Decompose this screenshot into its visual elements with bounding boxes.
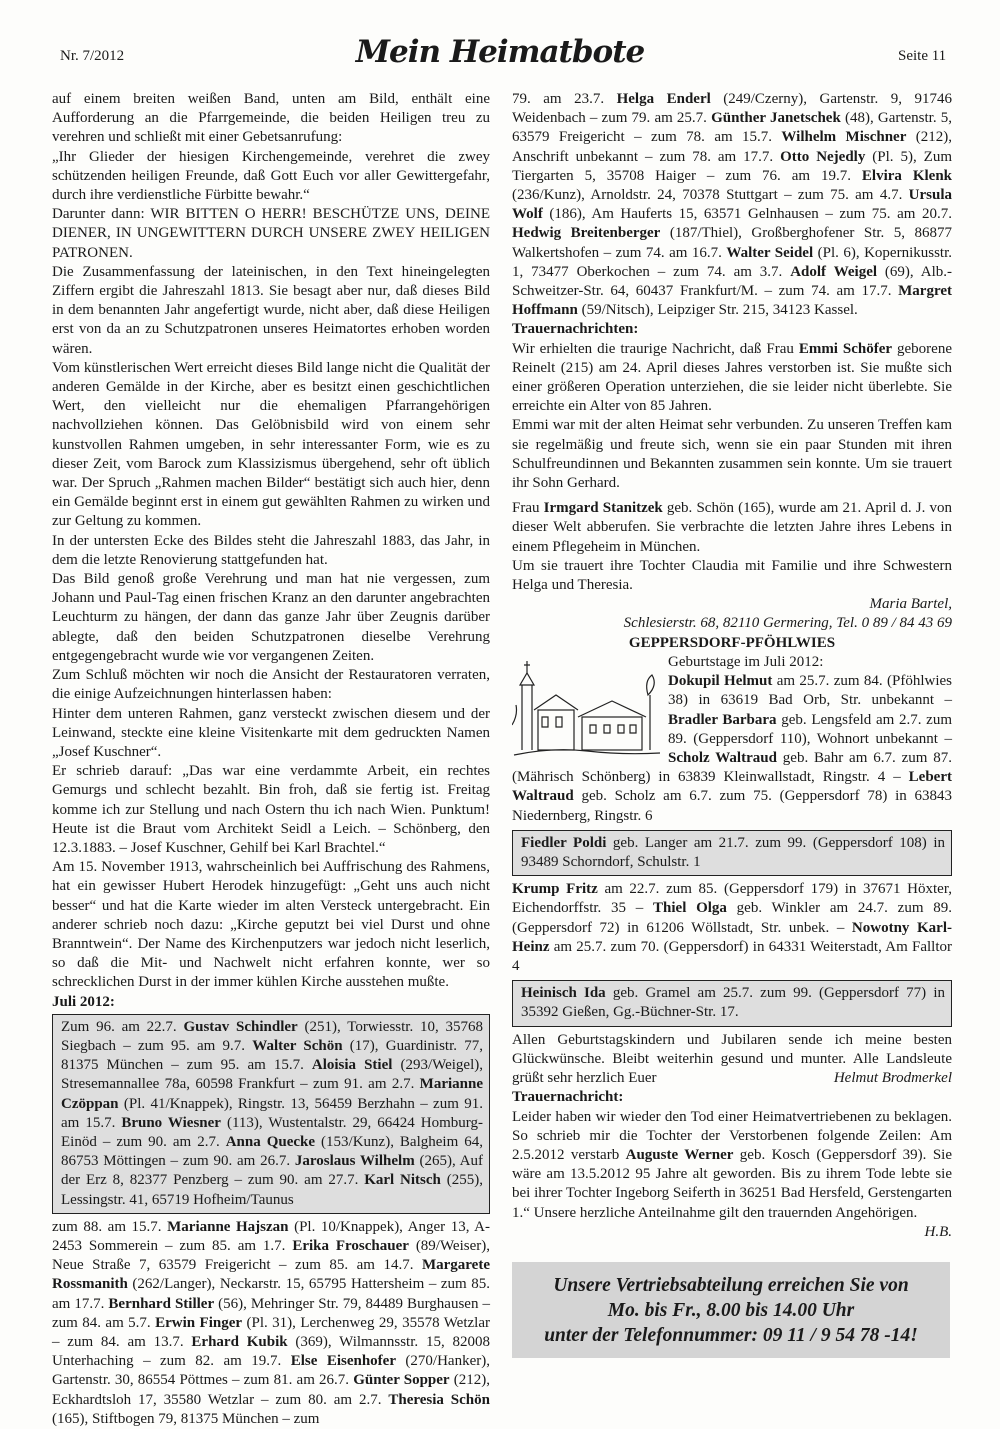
person-name: Otto Nejedly bbox=[780, 148, 866, 165]
birthday-list-continued: 79. am 23.7. Helga Enderl (249/Czerny), Gartenstr. 9, 91746 Weidenbach – zum 79. am 25.7. Günther Janetschek (48), Gartenstr. 5, 63579 Freigericht – zum 78. am 15.7. Wilhelm Mischner (212), Anschrift unbekannt – zum 78. am 17.7. Otto Nejedly (Pl. 5), Zum Tiergarten 5, 35708 Haiger – zum 76. am 19.7. Elvira Klenk (236/Kunz), Arnoldstr. 24, 70378 Stuttgart – zum 75. am 4.7. Ursula Wolf (186), Am Hauferts 15, 63571 Gelnhausen – zum 75. am 20.7. Hedwig Breitenberger (187/Thiel), Großberghofener Str. 5, 86877 Walkertshofen – zum 74. am 16.7. Walter Seidel (Pl. 6), Kopernikusstr. 1, 73477 Oberkochen – zum 74. am 3.7. Adolf Weigel (69), Alb.-Schweitzer-Str. 64, 60437 Frankfurt/M. – zum 74. am 17.7. Margret Hoffmann (59/Nitsch), Leipziger Str. 215, 34123 Kassel. bbox=[512, 91, 952, 319]
person-name: Jaroslaus Wilhelm bbox=[294, 1153, 415, 1170]
person-name: Günther Janetschek bbox=[711, 110, 841, 127]
sales-department-ad bbox=[512, 1262, 950, 1358]
article-paragraph: Zum Schluß möchten wir noch die Ansicht der Restauratoren verraten, die einige Aufzeichnungen hinterlassen haben: bbox=[52, 667, 490, 703]
person-name: Hedwig Breitenberger bbox=[512, 225, 661, 242]
person-name: Helga Enderl bbox=[616, 91, 711, 107]
birthday-box bbox=[512, 830, 952, 876]
person-name: Marianne Hajszan bbox=[167, 1218, 289, 1235]
person-name: Erwin Finger bbox=[155, 1314, 243, 1331]
right-column bbox=[512, 90, 952, 1242]
person-name: Auguste Werner bbox=[625, 1146, 734, 1163]
obituary-paragraph: Frau Irmgard Stanitzek geb. Schön (165), wurde am 21. April d. J. von dieser Welt abberufen. Sie verbrachte die letzten Jahre ihres Lebens in einem Pflegeheim in München. bbox=[512, 500, 952, 555]
person-name: Krump Fritz bbox=[512, 881, 598, 898]
obituary-paragraph: Emmi war mit der alten Heimat sehr verbunden. Zu unseren Treffen kam sie regelmäßig und freute sich, wenn sie ein paar Stunden mit ihren Schulfreundinnen und Bekannten zusammen sein konnte. Um sie trauert ihr Sohn Gerhard. bbox=[512, 417, 952, 492]
person-name: Else Eisenhofer bbox=[290, 1353, 396, 1370]
person-name: Elvira Klenk bbox=[861, 167, 952, 184]
person-name: Aloisia Stiel bbox=[311, 1057, 393, 1074]
obituary-heading: Trauernachricht: bbox=[512, 1089, 624, 1106]
birthday-entry: Fiedler Poldi geb. Langer am 21.7. zum 99. (Geppersdorf 108) in 93489 Schorndorf, Schulstr. 1 bbox=[521, 834, 945, 870]
obituary-signature: H.B. bbox=[924, 1223, 952, 1240]
person-name: Erhard Kubik bbox=[191, 1334, 288, 1350]
person-name: Irmgard Stanitzek bbox=[543, 500, 663, 517]
article-paragraph: Die Zusammenfassung der lateinischen, in den Text hineingelegten Ziffern ergibt die Jahreszahl 1813. Sie besagt aber nur, daß dieses Bild in dem benannten Jahr angefertigt wurde, nicht aber, daß diese Heiligen erst von da an zu Schutzpatronen unseres Heimatortes erhoben worden wären. bbox=[52, 263, 490, 357]
left-column bbox=[52, 90, 490, 1429]
birthday-list-continued: zum 88. am 15.7. Marianne Hajszan (Pl. 10/Knappek), Anger 13, A-2453 Sommerein – zum 85. am 1.7. Erika Froschauer (89/Weiser), Neue Straße 7, 63579 Freigericht – zum 85. am 14.7. Margarete Rossmanith (262/Langer), Neckarstr. 15, 65795 Hattersheim – zum 85. am 17.7. Bernhard Stiller (56), Mehringer Str. 79, 84489 Burghausen – zum 84. am 5.7. Erwin Finger (Pl. 31), Lerchenweg 29, 35578 Wetzlar – zum 84. am 13.7. Erhard Kubik (369), Wilmannsstr. 15, 82008 Unterhaching – zum 82. am 19.7. Else Eisenhofer (270/Hanker), Gartenstr. 30, 86554 Pöttmes – zum 81. am 26.7. Günter Sopper (212), Eckhardtsloh 17, 35580 Wetzlar – zum 80. am 2.7. Theresia Schön (165), Stiftbogen 79, 81375 München – zum bbox=[52, 1218, 491, 1427]
article-paragraph: Darunter dann: WIR BITTEN O HERR! BESCHÜTZE UNS, DEINE DIENER, IN UNGEWITTERN DURCH UNSERE ZWEY HEILIGEN PATRONEN. bbox=[52, 206, 490, 261]
section-title: GEPPERSDORF-PFÖHLWIES bbox=[628, 634, 836, 651]
signature-name: Maria Bartel, bbox=[869, 596, 952, 613]
person-name: Bradler Barbara bbox=[668, 711, 777, 728]
person-name: Walter Schön bbox=[252, 1037, 343, 1054]
person-name: Theresia Schön bbox=[388, 1391, 490, 1408]
person-name: Emmi Schöfer bbox=[798, 340, 893, 357]
july-heading: Juli 2012: bbox=[52, 993, 115, 1010]
obituary-heading: Trauernachrichten: bbox=[512, 321, 639, 338]
birthday-box bbox=[512, 980, 952, 1026]
article-paragraph: „Ihr Glieder der hiesigen Kirchengemeinde, verehret die zwey schützenden heiligen Freunde, daß Gott Euch vor aller Gewittergefahr, durch ihre verdienstliche Fürbitte bewahr.“ bbox=[52, 148, 490, 204]
article-paragraph: Er schrieb darauf: „Das war eine verdammte Arbeit, ein rechtes Gemurgs und schlecht bezahlt. Bin froh, daß sie fertig ist. Freitag komme ich zur Stellung und nach Ostern thu ich nach Wien. Punktum! Heute ist die Braut vom Architekt Seidl a Leich. – Schönberg, den 12.3.1883. – Josef Kuschner, Gehilf bei Karl Brachtel.“ bbox=[52, 763, 490, 856]
person-name: Lebert Waltraud bbox=[512, 769, 952, 805]
birthday-list: Geburtstage im Juli 2012: Dokupil Helmut am 25.7. zum 84. (Pföhlwies 38) in 63619 Bad Orb, Str. unbekannt – Bradler Barbara geb. Lengsfeld am 2.7. zum 89. (Geppersdorf 110), Wohnort unbekannt – Scholz Waltraud geb. Bahr am 6.7. zum 87. (Mährisch Schönberg) in 63839 Kleinwallstadt, Ringstr. 4 – Lebert Waltraud geb. Scholz am 6.7. zum 75. (Geppersdorf 78) in 63843 Niedernberg, Ringstr. 6 bbox=[512, 653, 953, 824]
person-name: Scholz Waltraud bbox=[668, 749, 777, 766]
person-name: Gustav Schindler bbox=[183, 1018, 298, 1035]
issue-number: Nr. 7/2012 bbox=[60, 48, 125, 64]
birthday-entry: Heinisch Ida geb. Gramel am 25.7. zum 99. (Geppersdorf 77) in 35392 Gießen, Gg.-Büchner-Str. 17. bbox=[521, 985, 945, 1021]
page-header bbox=[0, 0, 1000, 80]
person-name: Erika Froschauer bbox=[292, 1237, 409, 1254]
birthday-list: Krump Fritz am 22.7. zum 85. (Geppersdorf 179) in 37671 Höxter, Eichendorffstr. 35 – Thiel Olga geb. Winkler am 24.7. zum 89. (Geppersdorf 72) in 61206 Wöllstadt, Str. unbek. – Nowotny Karl-Heinz am 25.7. zum 70. (Geppersdorf) in 64331 Weiterstadt, Am Falltor 4 bbox=[512, 881, 952, 974]
birthday-list: Zum 96. am 22.7. Gustav Schindler (251), Torwiesstr. 10, 35768 Siegbach – zum 95. am 9.7. Walter Schön (17), Guardinistr. 77, 81375 München – zum 95. am 15.7. Aloisia Stiel (293/Weigel), Stresemannallee 78a, 60598 Frankfurt – zum 91. am 2.7. Marianne Czöppan (Pl. 41/Knappek), Ringstr. 13, 56459 Berzhahn – zum 91. am 15.7. Bruno Wiesner (113), Wustentalstr. 29, 66424 Homburg-Einöd – zum 90. am 2.7. Anna Quecke (153/Kunz), Balgheim 64, 86753 Möttingen – zum 90. am 26.7. Jaroslaus Wilhelm (265), Auf der Erz 8, 82377 Penzberg – zum 90. am 27.7. Karl Nitsch (255), Lessingstr. 41, 65719 Hofheim/Taunus bbox=[61, 1018, 483, 1208]
person-name: Fiedler Poldi bbox=[521, 834, 607, 851]
greeting-signature: Helmut Brodmerkel bbox=[833, 1070, 952, 1087]
article-paragraph: In der untersten Ecke des Bildes steht die Jahreszahl 1883, das Jahr, in dem die letzte Renovierung stattgefunden hat. bbox=[52, 532, 490, 568]
newspaper-logo: Mein Heimatbote bbox=[355, 34, 645, 70]
person-name: Karl Nitsch bbox=[364, 1172, 441, 1189]
person-name: Walter Seidel bbox=[726, 244, 814, 261]
obituary-paragraph: Um sie trauert ihre Tochter Claudia mit Familie und ihre Schwestern Helga und Theresia. bbox=[512, 557, 952, 594]
person-name: Adolf Weigel bbox=[790, 263, 878, 280]
page-number: Seite 11 bbox=[898, 48, 947, 64]
church-illustration-icon bbox=[512, 655, 662, 761]
person-name: Bruno Wiesner bbox=[121, 1114, 221, 1131]
person-name: Margarete Rossmanith bbox=[52, 1257, 490, 1293]
person-name: Marianne Czöppan bbox=[61, 1076, 483, 1112]
person-name: Bernhard Stiller bbox=[108, 1295, 215, 1312]
person-name: Anna Quecke bbox=[225, 1133, 316, 1150]
person-name: Nowotny Karl-Heinz bbox=[512, 919, 952, 955]
birthday-box bbox=[52, 1014, 490, 1214]
article-paragraph: Am 15. November 1913, wahrscheinlich bei Auffrischung des Rahmens, hat ein gewisser Hubert Herodek hinzugefügt: „Geht uns auch nicht besser“ und hat die Karte wieder im alten Versteck untergebracht. Ein anderer schrieb noch dazu: „Kirche geputzt bei viel Durst und ohne Branntwein“. Der Name des Kirchenputzers war jedoch nicht leserlich, so daß die Mit- und Nachwelt nicht erfahren konnte, wer so schrecklichen Durst in der immer kühlen Kirche ausstehen mußte. bbox=[52, 859, 490, 991]
greeting-text: Allen Geburtstagskindern und Jubilaren sende ich meine besten Glückwünsche. Bleibt weiterhin gesund und munter. Alle Landsleute grüßt sehr herzlich Euer bbox=[512, 1031, 952, 1086]
article-paragraph: Vom künstlerischen Wert erreicht dieses Bild lange nicht die Qualität der anderen Gemälde in der Kirche, aber es besitzt einen geschichtlichen Wert, den vielleicht nur die ehemaligen Pfarrangehörigen nachvollziehen können. Das Gelöbnisbild wird von einem sehr kunstvollen Rahmen umgeben, in sehr interessanter Form, wie es zu dieser Zeit, vom Barock zum Klassizismus übergehend, sehr oft üblich war. Der Spruch „Rahmen machen Bilder“ bestätigt sich auch hier, denn ein Gemälde beginnt erst in einem gut gewählten Rahmen zu wirken und zur Geltung zu kommen. bbox=[52, 359, 490, 530]
article-paragraph: Hinter dem unteren Rahmen, ganz versteckt zwischen diesem und der Leinwand, steckte eine kleine Visitenkarte mit dem gedruckten Namen „Josef Kuschner“. bbox=[52, 705, 490, 760]
obituary-paragraph: Wir erhielten die traurige Nachricht, daß Frau Emmi Schöfer geborene Reinelt (215) am 24. April dieses Jahres verstorben ist. Sie mußte sich einer größeren Operation unterziehen, die sie leider nicht überlebte. Sie erreichte ein Alter von 85 Jahren. bbox=[512, 340, 952, 415]
person-name: Ursula Wolf bbox=[512, 187, 952, 223]
article-paragraph: Das Bild genoß große Verehrung und man hat nie vergessen, zum Johann und Paul-Tag einen frischen Kranz an den darunter angebrachten Leuchturm zu hängen, der dann das ganze Jahr über Zeugnis darüber ablegte, daß den beiden Schutzpatronen dieselbe Verehrung entgegengebracht wurde wie vor vergangenen Zeiten. bbox=[52, 571, 490, 664]
person-name: Thiel Olga bbox=[653, 900, 727, 917]
person-name: Günter Sopper bbox=[353, 1372, 450, 1389]
ad-line: Mo. bis Fr., 8.00 bis 14.00 Uhr bbox=[607, 1299, 855, 1321]
ad-phone: unter der Telefonnummer: 09 11 / 9 54 78 -14! bbox=[544, 1324, 918, 1346]
person-name: Heinisch Ida bbox=[521, 985, 606, 1002]
signature-address: Schlesierstr. 68, 82110 Germering, Tel. 0 89 / 84 43 69 bbox=[623, 615, 952, 632]
person-name: Wilhelm Mischner bbox=[781, 129, 907, 146]
obituary-paragraph: Leider haben wir wieder den Tod einer Heimatvertriebenen zu beklagen. So schrieb mir die Tochter der Verstorbenen folgende Zeilen: Am 2.5.2012 verstarb Auguste Werner geb. Kosch (Geppersdorf 39). Sie wäre am 13.5.2012 95 Jahre alt geworden. Bis zu ihrem Tode lebte sie bei ihrer Tochter Ingeborg Seiferth in 36251 Bad Hersfeld, Gerstengarten 1.“ Unsere herzliche Anteilnahme gilt den trauernden Angehörigen. bbox=[512, 1108, 952, 1221]
ad-line: Unsere Vertriebsabteilung erreichen Sie von bbox=[553, 1274, 909, 1296]
article-paragraph: auf einem breiten weißen Band, unten am Bild, enthält eine Aufforderung an die Pfarrgemeinde, die beiden Heiligen treu zu verehren und schließt mit einer Gebetsanrufung: bbox=[52, 91, 490, 146]
person-name: Dokupil Helmut bbox=[668, 673, 773, 690]
person-name: Margret Hoffmann bbox=[512, 283, 952, 319]
